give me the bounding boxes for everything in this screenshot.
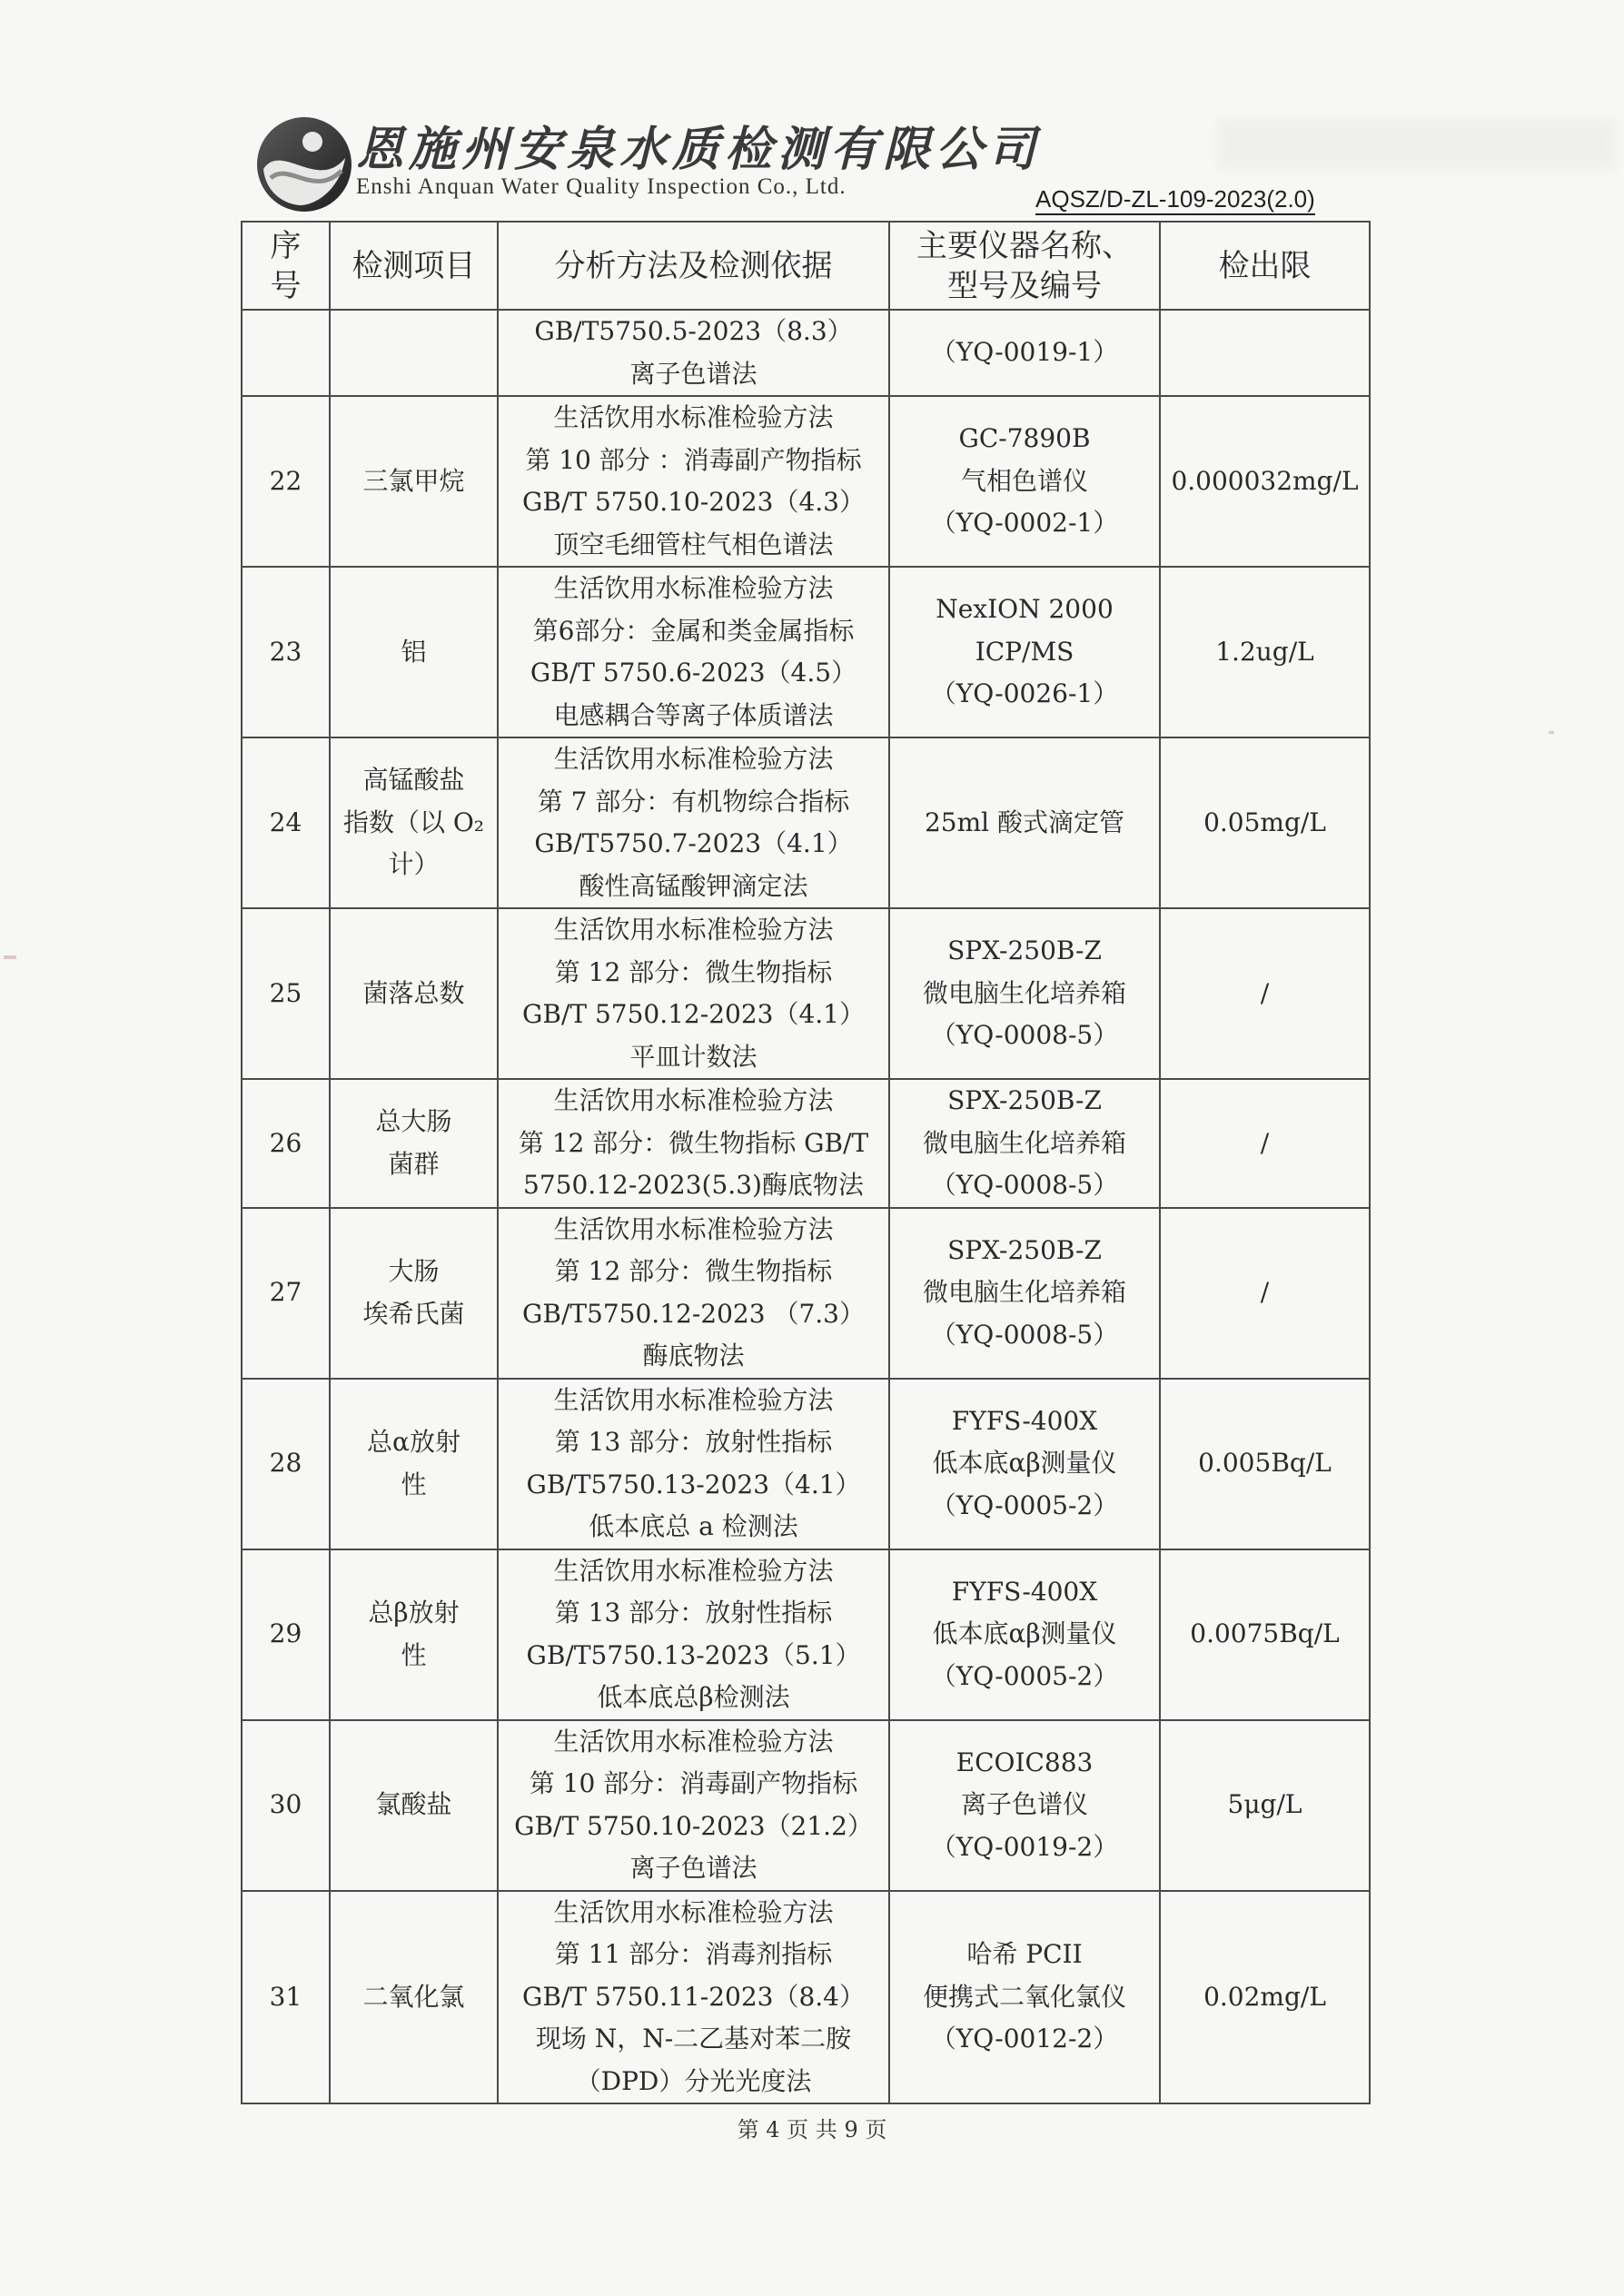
cell-method: 生活饮用水标准检验方法 第 10 部分 ：消毒副产物指标 GB/T 5750.10-2023（4.3） 顶空毛细管柱气相色谱法	[498, 396, 889, 567]
table-row	[242, 908, 1370, 1079]
cell-instrument: ECOIC883 离子色谱仪 （YQ-0019-2）	[889, 1720, 1160, 1891]
table-row	[242, 1720, 1370, 1891]
table-row	[242, 1891, 1370, 2104]
cell-method: 生活饮用水标准检验方法 第 12 部分：微生物指标 GB/T 5750.12-2023(5.3)酶底物法	[498, 1079, 889, 1208]
cell-instrument: NexION 2000 ICP/MS （YQ-0026-1）	[889, 567, 1160, 737]
cell-no: 23	[242, 567, 330, 737]
cell-limit: 0.05mg/L	[1160, 737, 1370, 908]
cell-instrument: SPX-250B-Z 微电脑生化培养箱 （YQ-0008-5）	[889, 908, 1160, 1079]
col-limit-header: 检出限	[1160, 222, 1370, 310]
cell-no: 22	[242, 396, 330, 567]
table-body	[242, 310, 1370, 2103]
cell-limit: /	[1160, 1079, 1370, 1208]
cell-item: 总大肠 菌群	[330, 1079, 498, 1208]
cell-limit	[1160, 310, 1370, 396]
cell-limit: 0.000032mg/L	[1160, 396, 1370, 567]
cell-no: 29	[242, 1549, 330, 1720]
letterhead	[254, 107, 1381, 221]
scan-mark	[1549, 731, 1554, 734]
cell-instrument: （YQ-0019-1）	[889, 310, 1160, 396]
cell-limit: /	[1160, 908, 1370, 1079]
col-instrument-header: 主要仪器名称、 型号及编号	[889, 222, 1160, 310]
company-name-en: Enshi Anquan Water Quality Inspection Co., Ltd.	[356, 174, 847, 199]
cell-method: 生活饮用水标准检验方法 第 11 部分：消毒剂指标 GB/T 5750.11-2023（8.4） 现场 N，N-二乙基对苯二胺 （DPD）分光光度法	[498, 1891, 889, 2104]
cell-method: 生活饮用水标准检验方法 第6部分：金属和类金属指标 GB/T 5750.6-2023（4.5） 电感耦合等离子体质谱法	[498, 567, 889, 737]
cell-instrument: 25ml 酸式滴定管	[889, 737, 1160, 908]
cell-instrument: FYFS-400X 低本底αβ测量仪 （YQ-0005-2）	[889, 1379, 1160, 1549]
faded-stamp-text	[1217, 118, 1617, 171]
cell-no: 31	[242, 1891, 330, 2104]
cell-item: 大肠 埃希氏菌	[330, 1208, 498, 1379]
cell-item: 总α放射 性	[330, 1379, 498, 1549]
cell-instrument: GC-7890B 气相色谱仪 （YQ-0002-1）	[889, 396, 1160, 567]
cell-no: 26	[242, 1079, 330, 1208]
cell-no	[242, 310, 330, 396]
cell-limit: 1.2ug/L	[1160, 567, 1370, 737]
col-no-header: 序 号	[242, 222, 330, 310]
table-row	[242, 310, 1370, 396]
cell-method: 生活饮用水标准检验方法 第 7 部分：有机物综合指标 GB/T5750.7-2023（4.1） 酸性高锰酸钾滴定法	[498, 737, 889, 908]
document-code: AQSZ/D-ZL-109-2023(2.0)	[1035, 185, 1315, 215]
scan-mark	[4, 955, 16, 959]
company-logo-icon	[254, 114, 354, 214]
cell-limit: /	[1160, 1208, 1370, 1379]
cell-item: 氯酸盐	[330, 1720, 498, 1891]
cell-no: 27	[242, 1208, 330, 1379]
page-number: 第 4 页 共 9 页	[737, 2117, 887, 2143]
cell-item: 二氧化氯	[330, 1891, 498, 2104]
table-row	[242, 1549, 1370, 1720]
cell-method: 生活饮用水标准检验方法 第 10 部分：消毒副产物指标 GB/T 5750.10-2023（21.2） 离子色谱法	[498, 1720, 889, 1891]
cell-instrument: 哈希 PCII 便携式二氧化氯仪 （YQ-0012-2）	[889, 1891, 1160, 2104]
cell-item: 三氯甲烷	[330, 396, 498, 567]
cell-instrument: SPX-250B-Z 微电脑生化培养箱 （YQ-0008-5）	[889, 1079, 1160, 1208]
cell-item: 铝	[330, 567, 498, 737]
table-row	[242, 1208, 1370, 1379]
inspection-methods-table	[241, 221, 1371, 2104]
table-row	[242, 396, 1370, 567]
cell-no: 24	[242, 737, 330, 908]
cell-item: 高锰酸盐 指数（以 O₂ 计）	[330, 737, 498, 908]
table-header-row	[242, 222, 1370, 310]
cell-method: 生活饮用水标准检验方法 第 13 部分：放射性指标 GB/T5750.13-2023（5.1） 低本底总β检测法	[498, 1549, 889, 1720]
table-row	[242, 1079, 1370, 1208]
cell-no: 30	[242, 1720, 330, 1891]
cell-no: 25	[242, 908, 330, 1079]
cell-item: 菌落总数	[330, 908, 498, 1079]
table-row	[242, 567, 1370, 737]
cell-method: 生活饮用水标准检验方法 第 13 部分：放射性指标 GB/T5750.13-2023（4.1） 低本底总 a 检测法	[498, 1379, 889, 1549]
cell-item	[330, 310, 498, 396]
cell-method: 生活饮用水标准检验方法 第 12 部分：微生物指标 GB/T5750.12-2023 （7.3） 酶底物法	[498, 1208, 889, 1379]
cell-limit: 0.02mg/L	[1160, 1891, 1370, 2104]
col-item-header: 检测项目	[330, 222, 498, 310]
company-name-cn: 恩施州安泉水质检测有限公司	[356, 122, 1042, 177]
cell-method: 生活饮用水标准检验方法 第 12 部分：微生物指标 GB/T 5750.12-2023（4.1） 平皿计数法	[498, 908, 889, 1079]
cell-instrument: SPX-250B-Z 微电脑生化培养箱 （YQ-0008-5）	[889, 1208, 1160, 1379]
cell-no: 28	[242, 1379, 330, 1549]
col-method-header: 分析方法及检测依据	[498, 222, 889, 310]
cell-limit: 0.005Bq/L	[1160, 1379, 1370, 1549]
table-row	[242, 737, 1370, 908]
table-row	[242, 1379, 1370, 1549]
cell-item: 总β放射 性	[330, 1549, 498, 1720]
cell-instrument: FYFS-400X 低本底αβ测量仪 （YQ-0005-2）	[889, 1549, 1160, 1720]
cell-method: GB/T5750.5-2023（8.3） 离子色谱法	[498, 310, 889, 396]
cell-limit: 5μg/L	[1160, 1720, 1370, 1891]
cell-limit: 0.0075Bq/L	[1160, 1549, 1370, 1720]
